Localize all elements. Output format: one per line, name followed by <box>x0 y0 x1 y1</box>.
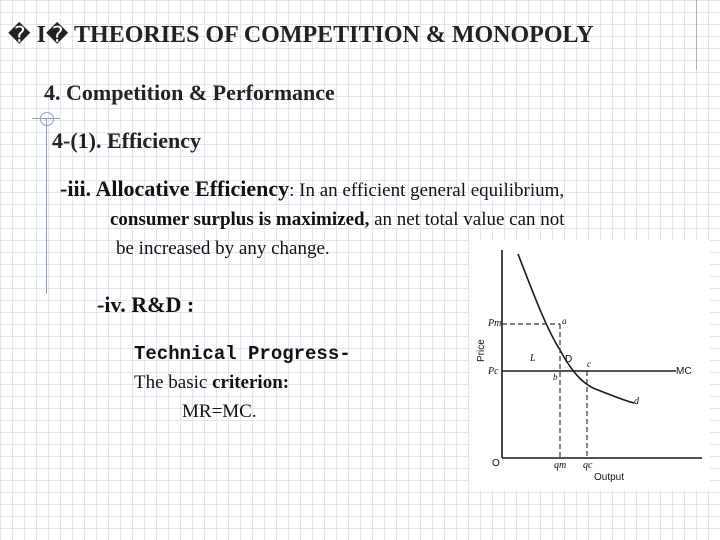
item-iii-line2-rest: an net total value can not <box>369 209 565 230</box>
header-rule <box>696 0 697 70</box>
criterion-text <box>134 372 289 394</box>
item-iii-line2-bold: consumer surplus is maximized, <box>110 209 370 230</box>
y-tick-pc: Pc <box>488 366 499 377</box>
region-d-label: D <box>565 354 573 365</box>
item-iii-colon-text: : In an efficient general equilibrium, <box>289 180 565 201</box>
monopoly-chart <box>470 240 710 490</box>
origin-label: O <box>492 458 500 469</box>
criterion-bold: criterion: <box>212 372 290 393</box>
item-iv-colon: : <box>181 292 195 317</box>
section-heading: 4. Competition & Performance <box>44 80 335 105</box>
demand-label: d <box>634 396 639 407</box>
y-tick-pm: Pm <box>488 318 502 329</box>
item-iii-label: -iii. Allocative Efficiency <box>60 176 290 201</box>
criterion-prefix: The basic <box>134 372 213 393</box>
slide-title <box>8 22 594 49</box>
x-tick-qm: qm <box>554 460 567 471</box>
y-axis-label: Price <box>476 339 487 362</box>
mc-label: MC <box>676 366 692 377</box>
demand-curve <box>518 254 634 403</box>
point-c-label: c <box>587 359 591 369</box>
region-l-label: L <box>530 353 536 364</box>
item-iii-line3: be increased by any change. <box>116 238 330 259</box>
x-tick-qc: qc <box>583 460 593 471</box>
title-bullet-icon: � <box>8 23 31 48</box>
point-a-label: a <box>562 316 567 326</box>
point-b-label: b <box>553 372 558 382</box>
item-iii-line2 <box>110 209 565 231</box>
title-text: THEORIES OF COMPETITION & MONOPOLY <box>68 22 594 48</box>
technical-progress-text: Technical Progress- <box>134 343 351 365</box>
subsection-heading: 4-(1). Efficiency <box>52 128 202 153</box>
decorative-crosshair-icon <box>40 112 54 126</box>
title-prefix: I <box>36 22 46 48</box>
item-iii-line1 <box>60 176 564 202</box>
item-iv-heading <box>97 292 194 318</box>
criterion-formula: MR=MC. <box>182 401 257 422</box>
title-separator-icon: � <box>45 23 69 48</box>
item-iv-label: -iv. R&D <box>97 292 182 317</box>
x-axis-label: Output <box>594 472 625 483</box>
decorative-vertical-line <box>46 118 47 294</box>
